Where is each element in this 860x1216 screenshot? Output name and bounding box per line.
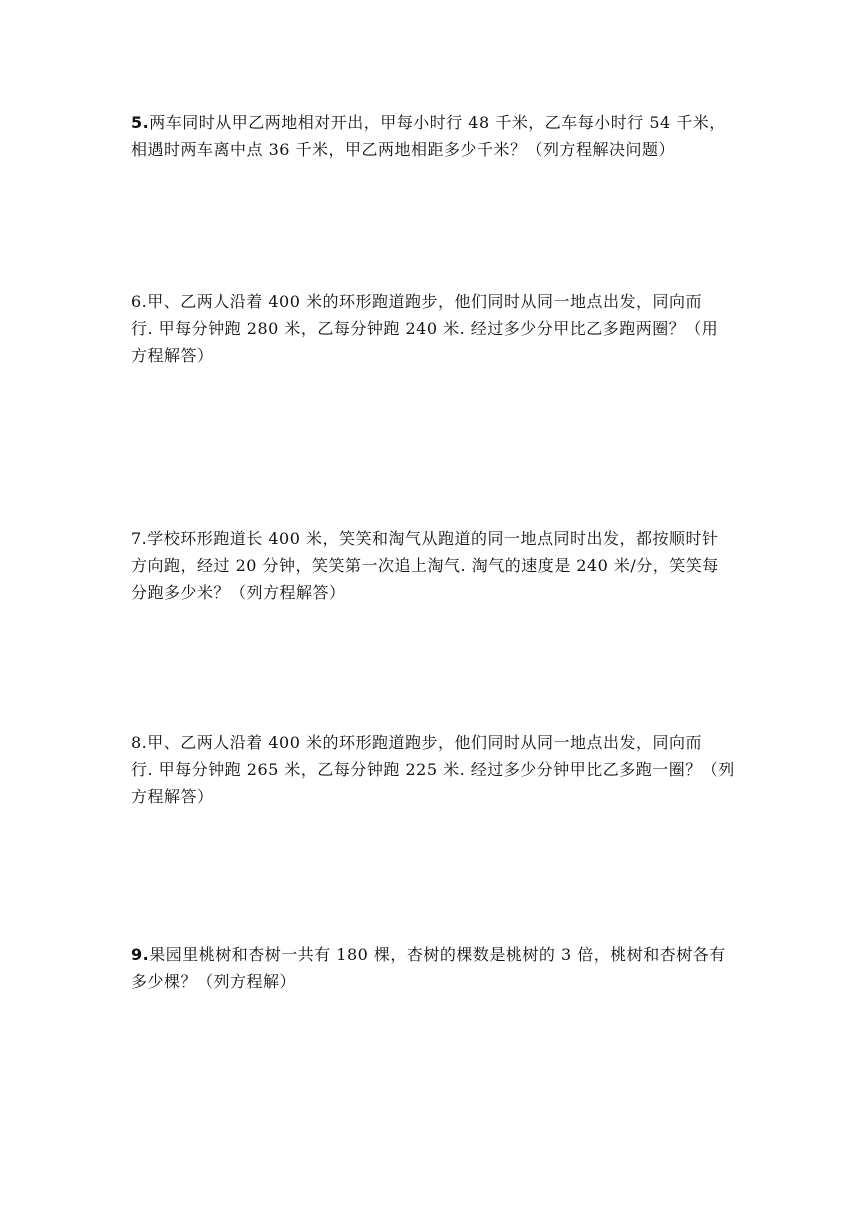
problem-number: 6. xyxy=(131,292,148,311)
problem-5 xyxy=(131,109,731,163)
problem-line xyxy=(131,941,731,968)
problem-text: 方程解答） xyxy=(131,787,214,806)
problem-text: 方程解答） xyxy=(131,346,214,365)
problem-line xyxy=(131,525,731,552)
problem-text: 两车同时从甲乙两地相对开出，甲每小时行 48 千米，乙车每小时行 54 千米， xyxy=(149,113,726,132)
problem-8 xyxy=(131,729,735,810)
problem-9 xyxy=(131,941,731,995)
problem-number: 8. xyxy=(131,733,148,752)
problem-text: 相遇时两车离中点 36 千米，甲乙两地相距多少千米？（列方程解决问题） xyxy=(131,140,676,159)
problem-7 xyxy=(131,525,731,606)
problem-6 xyxy=(131,288,731,369)
problem-text: 甲、乙两人沿着 400 米的环形跑道跑步，他们同时从同一地点出发，同向而 xyxy=(147,733,702,752)
problem-text: 分跑多少米？（列方程解答） xyxy=(131,583,346,602)
problem-line xyxy=(131,109,731,136)
problem-line xyxy=(131,729,731,756)
problem-text: 学校环形跑道长 400 米，笑笑和淘气从跑道的同一地点同时出发，都按顺时针 xyxy=(147,529,719,548)
problem-text: 行. 甲每分钟跑 280 米，乙每分钟跑 240 米. 经过多少分甲比乙多跑两圈？（用 xyxy=(131,319,719,338)
problem-number: 7. xyxy=(131,529,148,548)
problem-text: 方向跑，经过 20 分钟，笑笑第一次追上淘气. 淘气的速度是 240 米/分，笑笑每 xyxy=(131,556,719,575)
problem-text: 果园里桃树和杏树一共有 180 棵，杏树的棵数是桃树的 3 倍，桃树和杏树各有 xyxy=(149,945,726,964)
problem-line xyxy=(131,288,731,315)
problem-text: 甲、乙两人沿着 400 米的环形跑道跑步，他们同时从同一地点出发，同向而 xyxy=(147,292,702,311)
problem-text: 多少棵？（列方程解） xyxy=(131,972,297,991)
problem-number: 9. xyxy=(131,945,150,964)
problem-number: 5. xyxy=(131,113,150,132)
problem-text: 行. 甲每分钟跑 265 米，乙每分钟跑 225 米. 经过多少分钟甲比乙多跑一圈？（列 xyxy=(131,760,735,779)
